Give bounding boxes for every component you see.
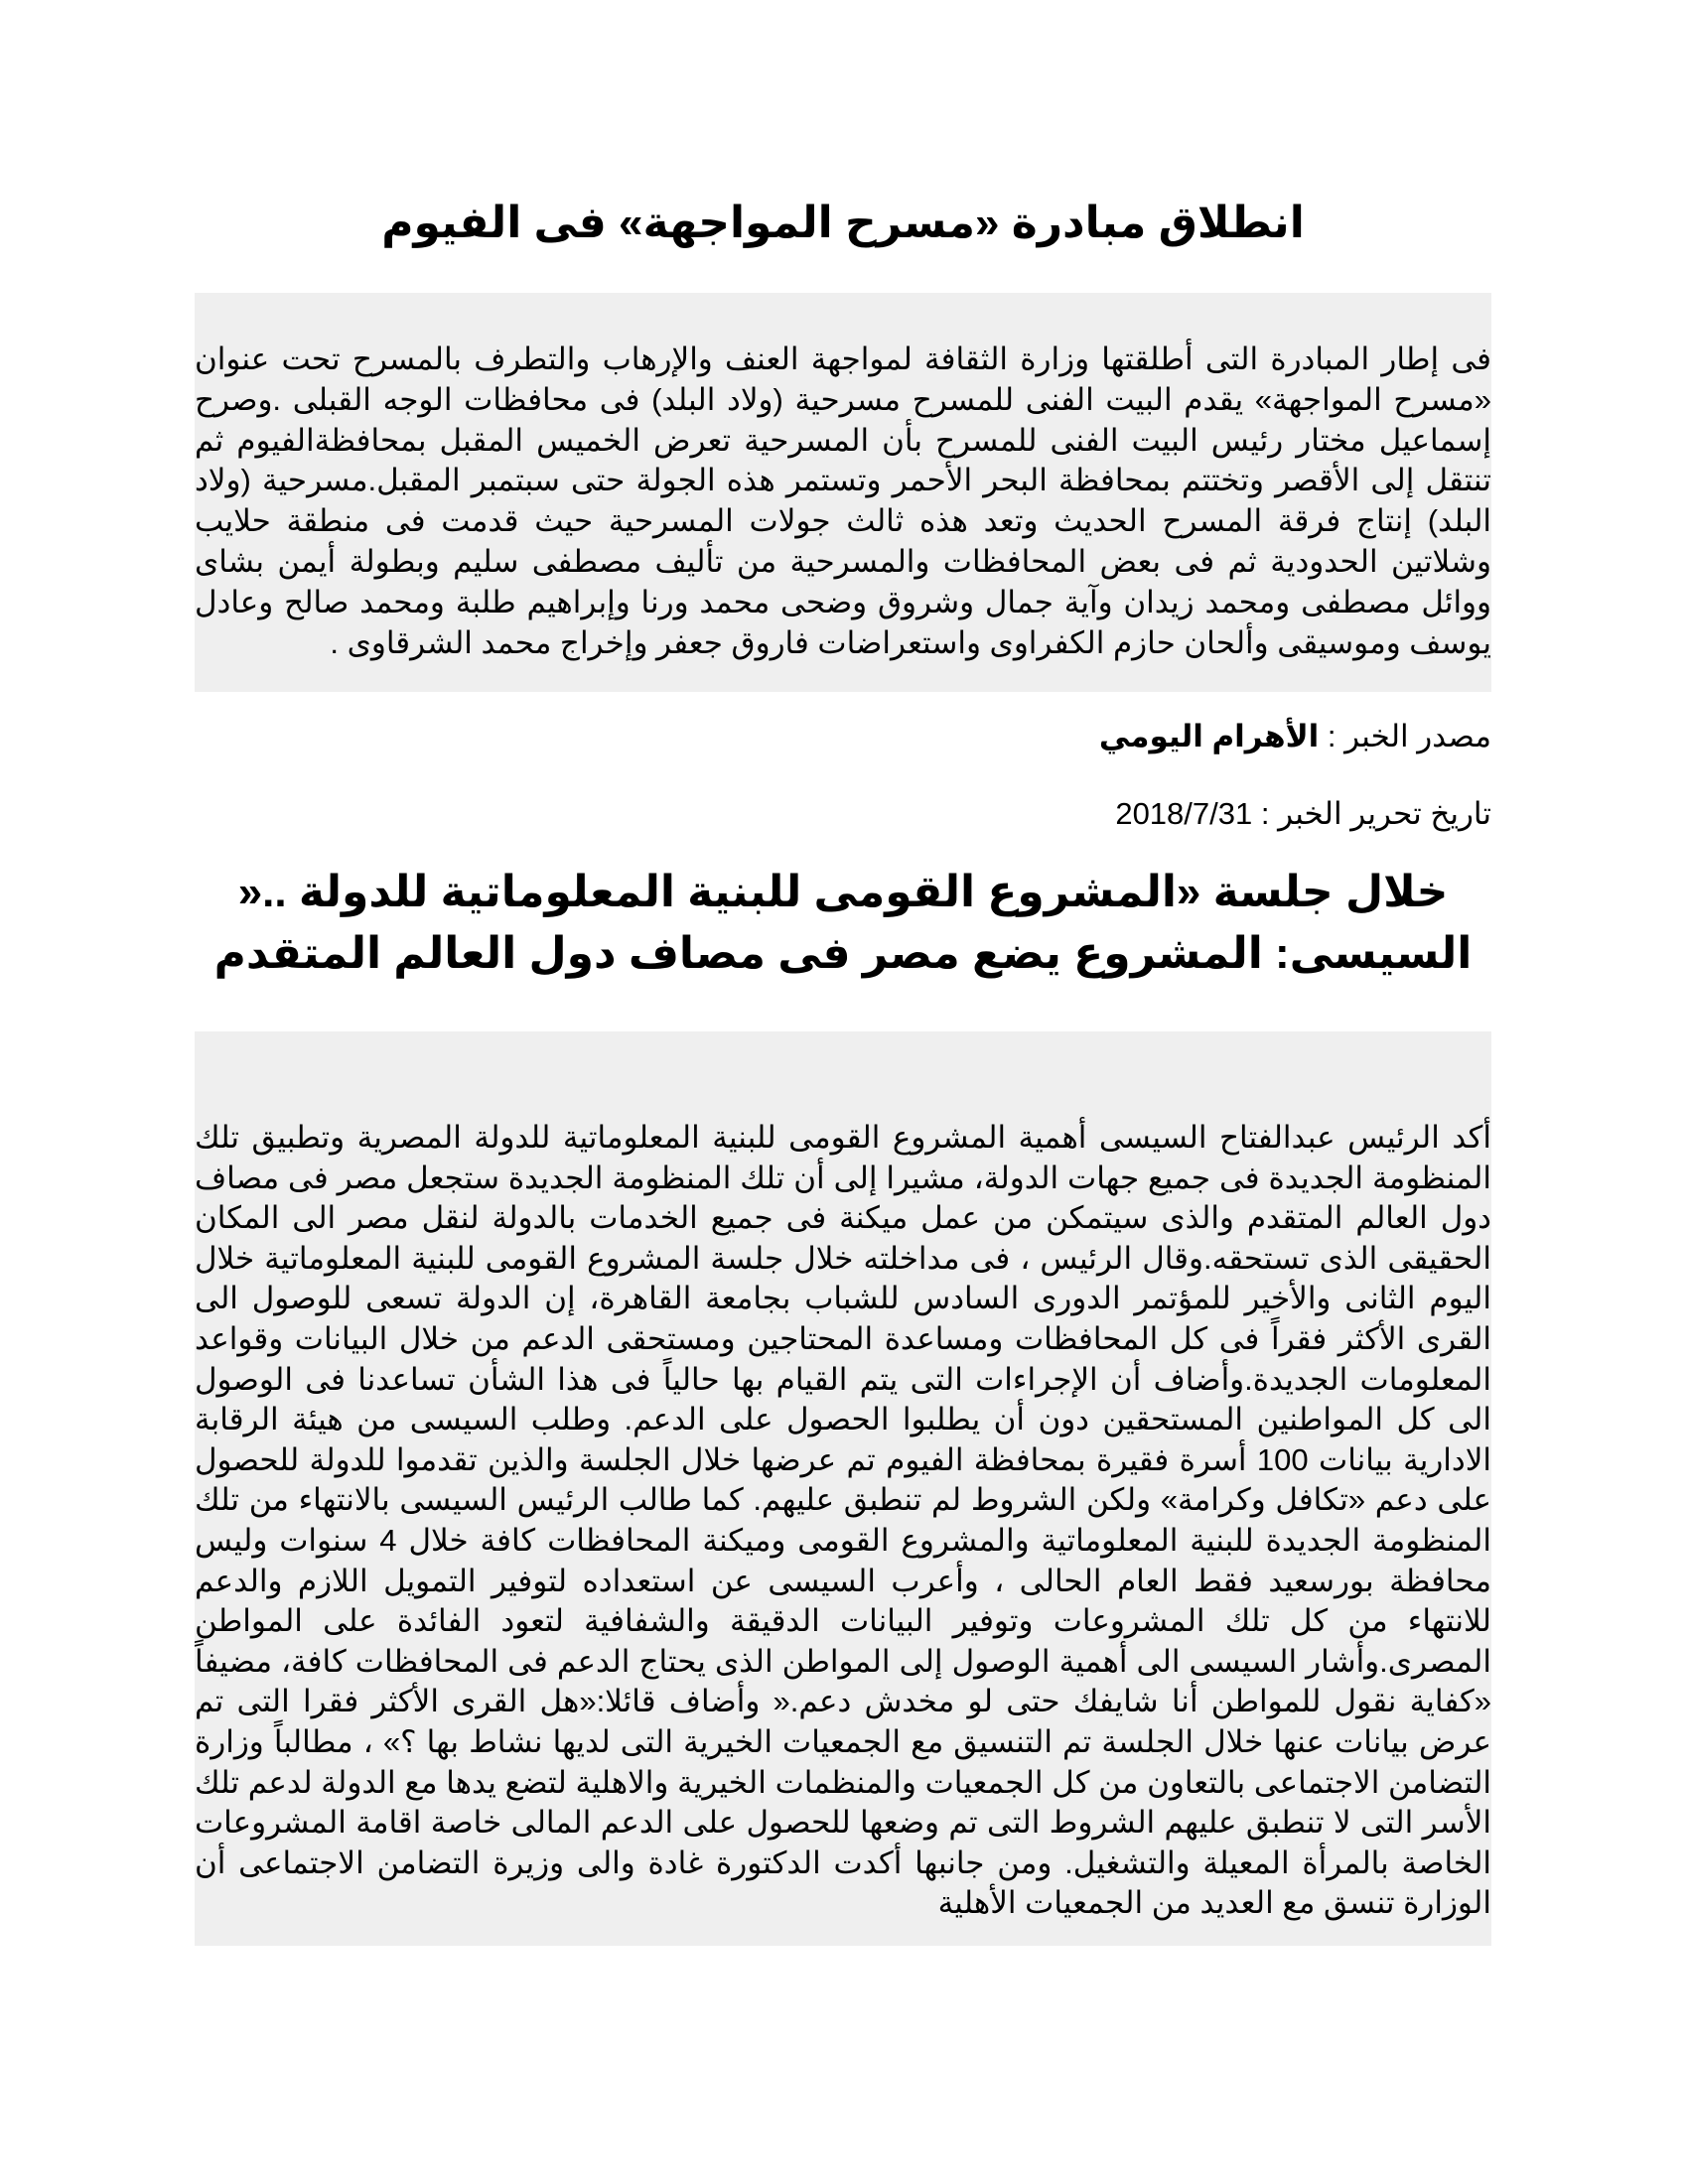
source-label: مصدر الخبر :: [1319, 719, 1491, 753]
article2-title-line1: خلال جلسة «المشروع القومى للبنية المعلوماتية للدولة ..«: [237, 868, 1449, 916]
date-value: 2018/7/31: [1115, 796, 1253, 831]
article1-source-line: [195, 717, 1491, 756]
article1-title: انطلاق مبادرة «مسرح المواجهة» فى الفيوم: [381, 199, 1305, 247]
article1-date-line: [195, 794, 1491, 834]
article1-body: فى إطار المبادرة التى أطلقتها وزارة الثقافة لمواجهة العنف والإرهاب والتطرف بالمسرح تحت عنوان «مسرح المواجهة» يقدم البيت الفنى للمسرح مسرحية (ولاد البلد) فى محافظات الوجه القبلى .وصرح إسماعيل مختار رئيس البيت الفنى للمسرح بأن المسرحية تعرض الخميس المقبل بمحافظةالفيوم ثم تنتقل إلى الأقصر وتختتم بمحافظة البحر الأحمر وتستمر هذه الجولة حتى سبتمبر المقبل.مسرحية (ولاد البلد) إنتاج فرقة المسرح الحديث وتعد هذه ثالث جولات المسرحية حيث قدمت فى منطقة حلايب وشلاتين الحدودية ثم فى بعض المحافظات والمسرحية من تأليف مصطفى سليم وبطولة أيمن بشاى ووائل مصطفى ومحمد زيدان وآية جمال وشروق وضحى محمد ورنا وإبراهيم طلبة ومحمد صالح وعادل يوسف وموسيقى وألحان حازم الكفراوى واستعراضات فاروق جعفر وإخراج محمد الشرقاوى .: [195, 341, 1491, 660]
date-label: تاريخ تحرير الخبر :: [1252, 796, 1491, 831]
article2-body: أكد الرئيس عبدالفتاح السيسى أهمية المشروع القومى للبنية المعلوماتية للدولة المصرية وتطبيق تلك المنظومة الجديدة فى جميع جهات الدولة، مشيرا إلى أن تلك المنظومة الجديدة ستجعل مصر فى مصاف دول العالم المتقدم والذى سيتمكن من عمل ميكنة فى جميع الخدمات بالدولة لنقل مصر الى المكان الحقيقى الذى تستحقه.وقال الرئيس ، فى مداخلته خلال جلسة المشروع القومى للبنية المعلوماتية خلال اليوم الثانى والأخير للمؤتمر الدورى السادس للشباب بجامعة القاهرة، إن الدولة تسعى للوصول الى القرى الأكثر فقراً فى كل المحافظات ومساعدة المحتاجين ومستحقى الدعم من خلال البيانات وقواعد المعلومات الجديدة.وأضاف أن الإجراءات التى يتم القيام بها حالياً فى هذا الشأن تساعدنا فى الوصول الى كل المواطنين المستحقين دون أن يطلبوا الحصول على الدعم. وطلب السيسى من هيئة الرقابة الادارية بيانات 100 أسرة فقيرة بمحافظة الفيوم تم عرضها خلال الجلسة والذين تقدموا للدولة للحصول على دعم «تكافل وكرامة» ولكن الشروط لم تنطبق عليهم. كما طالب الرئيس السيسى بالانتهاء من تلك المنظومة الجديدة للبنية المعلوماتية والمشروع القومى وميكنة المحافظات كافة خلال 4 سنوات وليس محافظة بورسعيد فقط العام الحالى ، وأعرب السيسى عن استعداده لتوفير التمويل اللازم والدعم للانتهاء من كل تلك المشروعات وتوفير البيانات الدقيقة والشفافية لتعود الفائدة على المواطن المصرى.وأشار السيسى الى أهمية الوصول إلى المواطن الذى يحتاج الدعم فى المحافظات كافة، مضيفاً «كفاية نقول للمواطن أنا شايفك حتى لو مخدش دعم.« وأضاف قائلا:«هل القرى الأكثر فقرا التى تم عرض بيانات عنها خلال الجلسة تم التنسيق مع الجمعيات الخيرية التى لديها نشاط بها ؟» ، مطالباً وزارة التضامن الاجتماعى بالتعاون من كل الجمعيات والمنظمات الخيرية والاهلية لتضع يدها مع الدولة لدعم تلك الأسر التى لا تنطبق عليهم الشروط التى تم وضعها للحصول على الدعم المالى خاصة اقامة المشروعات الخاصة بالمرأة المعيلة والتشغيل. ومن جانبها أكدت الدكتورة غادة والى وزيرة التضامن الاجتماعى أن الوزارة تنسق مع العديد من الجمعيات الأهلية: [195, 1120, 1492, 1921]
source-value: الأهرام اليومي: [1098, 719, 1320, 753]
article2-title-line2: السيسى: المشروع يضع مصر فى مصاف دول العالم المتقدم: [213, 929, 1473, 978]
article2-title: [195, 862, 1491, 985]
